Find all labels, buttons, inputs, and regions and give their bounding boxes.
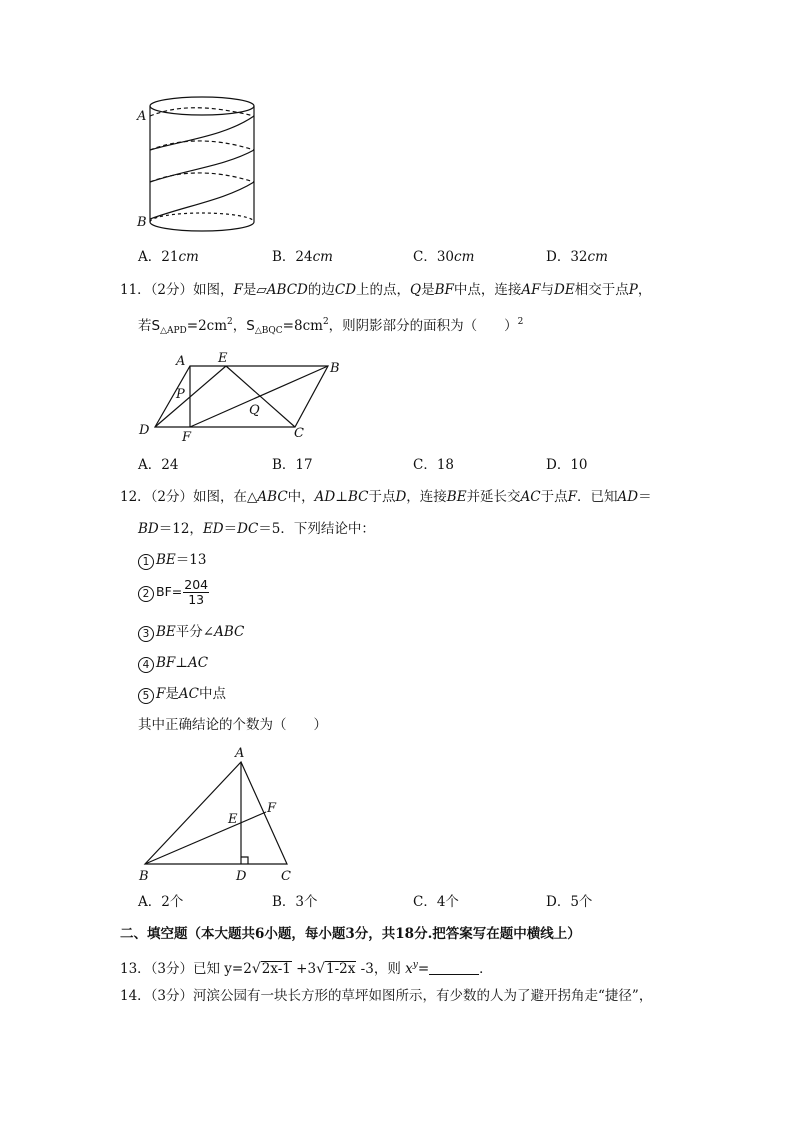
section-fill-in-heading: 二、填空题（本大题共6小题，每小题3分，共18分.把答案写在题中横线上） <box>120 926 581 942</box>
label-D: D <box>139 423 150 438</box>
q12-conclusion-2: 2 BF= $\frac{204}{13}$ <box>138 578 209 612</box>
q12-conclusion-5: 5 F是AC中点 <box>138 685 226 704</box>
q12-option-b[interactable]: B．3个 <box>272 894 318 910</box>
spiral-front-3 <box>150 182 254 219</box>
cylinder-bottom-front <box>150 222 254 231</box>
q13-answer-blank[interactable] <box>429 961 479 975</box>
parallelogram-figure <box>135 350 350 445</box>
q12-conclusion-4: 4 BF⊥AC <box>138 654 208 673</box>
label-B: B <box>330 361 340 376</box>
label-F: F <box>182 430 192 445</box>
right-angle-mark <box>241 857 248 864</box>
label-A: A <box>137 109 147 124</box>
q10-option-a[interactable]: A．21cm <box>138 249 199 265</box>
spiral-back-3 <box>150 173 254 182</box>
q11-option-b[interactable]: B．17 <box>272 457 313 473</box>
q11-option-a[interactable]: A．24 <box>138 457 179 473</box>
cylinder-top-ellipse <box>150 97 254 115</box>
q11-line1: 11．（2分）如图，F是▱ABCD的边CD上的点，Q是BF中点，连接AF与DE相交于点P， <box>120 282 652 298</box>
segment-BF <box>145 812 266 864</box>
label-E: E <box>228 812 238 827</box>
q11-option-c[interactable]: C．18 <box>413 457 455 473</box>
q14-line: 14．（3分）河滨公园有一块长方形的草坪如图所示，有少数的人为了避开拐角走“捷径”， <box>120 988 653 1004</box>
q11-line2: 若$S_{\triangle APD}=2cm^2$，$S_{\triangle BQC}=8cm^2$，则阴影部分的面积为（ ）$^2$ <box>138 317 524 336</box>
label-B: B <box>139 869 149 884</box>
label-B: B <box>137 215 147 230</box>
triangle-figure <box>130 740 310 885</box>
q12-line1: 12．（2分）如图，在△ABC中，AD⊥BC于点D，连接BE并延长交AC于点F．已知AD＝ <box>120 489 652 505</box>
q12-option-d[interactable]: D．5个 <box>546 894 593 910</box>
q12-question: 其中正确结论的个数为（ ） <box>138 717 327 733</box>
label-A: A <box>176 354 186 369</box>
fraction-204-13: $\frac{204}{13}$ <box>184 577 209 607</box>
q12-conclusion-1: 1 BE＝13 <box>138 551 206 570</box>
q12-option-a[interactable]: A．2个 <box>138 894 184 910</box>
q12-conclusion-3: 3 BE平分∠ABC <box>138 623 244 642</box>
q12-line2: BD＝12，ED＝DC＝5．下列结论中： <box>138 521 375 537</box>
label-C: C <box>281 869 291 884</box>
label-F: F <box>267 801 277 816</box>
q11-option-d[interactable]: D．10 <box>546 457 588 473</box>
q12-option-c[interactable]: C．4个 <box>413 894 459 910</box>
spiral-back-2 <box>150 141 254 150</box>
label-E: E <box>218 351 228 366</box>
triangle-ABC <box>145 762 287 864</box>
label-Q: Q <box>249 403 260 418</box>
label-A: A <box>235 746 245 761</box>
label-P: P <box>176 387 185 402</box>
segment-EC <box>226 366 295 427</box>
q10-option-b[interactable]: B．24cm <box>272 249 333 265</box>
cylinder-figure <box>130 92 270 242</box>
q10-option-d[interactable]: D．32cm <box>546 249 608 265</box>
label-C: C <box>294 426 304 441</box>
q13-line: 13．（3分）已知 y=2√2x-1 +3√1-2x -3，则 $x^y=$ ． <box>120 960 493 977</box>
label-D: D <box>236 869 247 884</box>
q10-option-c[interactable]: C．30cm <box>413 249 475 265</box>
